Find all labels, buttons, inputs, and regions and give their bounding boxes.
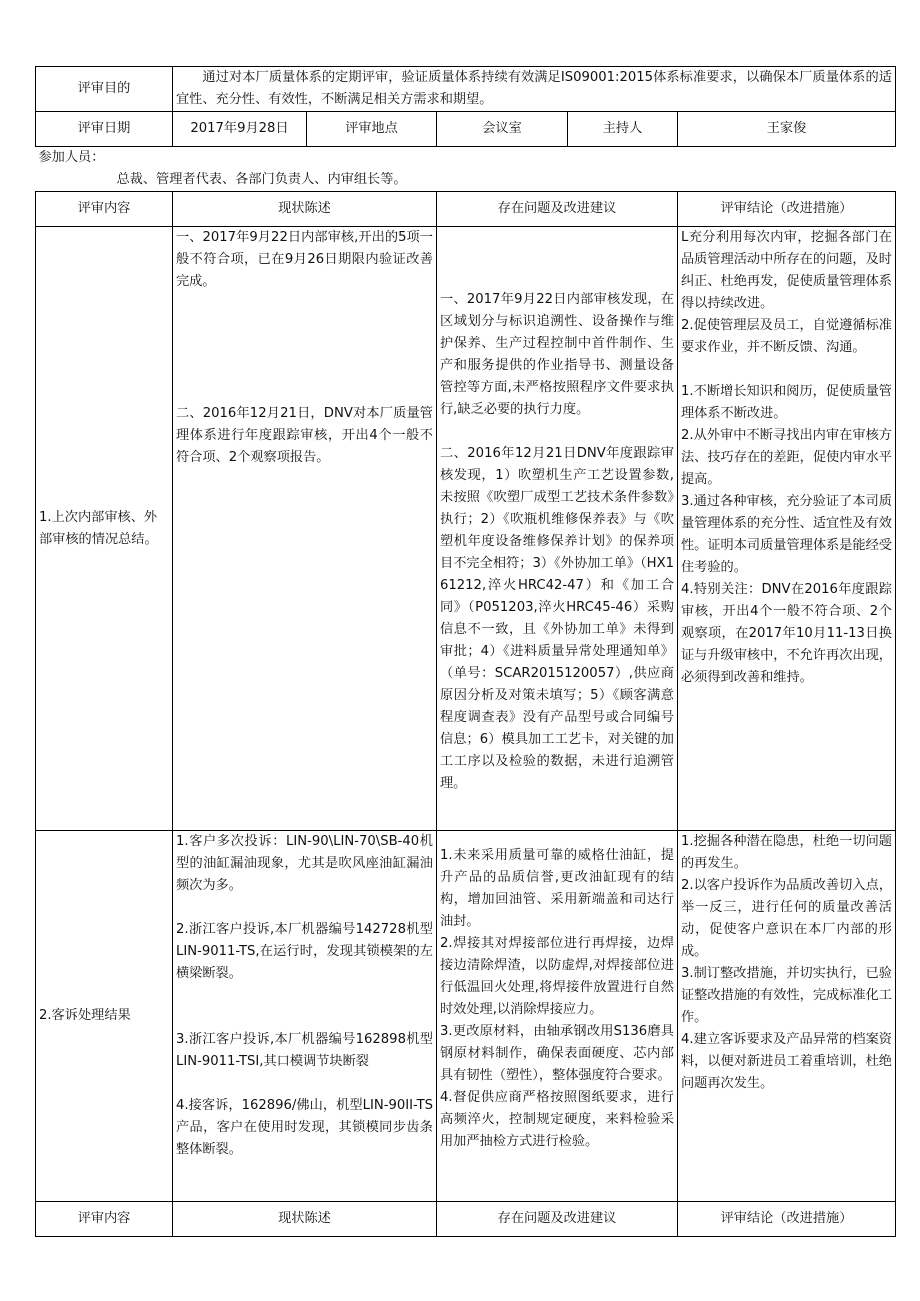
status-paragraph: 1.客户多次投诉：LIN-90\LIN-70\SB-40机型的油缸漏油现象，尤其是吹风座油缸漏油频次为多。 — [176, 834, 433, 893]
conclusion-item: 1.不断增长知识和阅历，促使质量管理体系不断改进。 — [681, 384, 892, 421]
conclusion-item: 3.通过各种审核，充分验证了本司质量管理体系的充分性、适宜性及有效性。证明本司质量管理体系是能经受住考验的。 — [681, 494, 892, 575]
review-table — [35, 66, 896, 1237]
host-value: 王家俊 — [678, 112, 896, 147]
conclusion-item: 2.促使管理层及员工，自觉遵循标准要求作业，并不断反馈、沟通。 — [681, 318, 892, 355]
conclusion-item: 4.建立客诉要求及产品异常的档案资料，以便对新进员工着重培训，杜绝问题再次发生。 — [681, 1032, 892, 1091]
conclusion-item: 2.以客户投诉作为品质改善切入点，举一反三，进行任何的质量改善活动，促使客户意识在本厂内部的形成。 — [681, 878, 892, 959]
row-1-status — [173, 227, 437, 831]
status-paragraph: 一、2017年9月22日内部审核,开出的5项一般不符合项，已在9月26日期限内验证改善完成。 — [176, 230, 433, 289]
participants-cell — [36, 147, 896, 192]
row-2-issues — [437, 831, 678, 1202]
date-label: 评审日期 — [36, 112, 173, 147]
issue-paragraph: 2.焊接其对焊接部位进行再焊接，边焊接边清除焊渣，以防虚焊,对焊接部位进行低温回火处理,将焊接件放置进行自然时效处理,以消除焊接应力。 — [440, 936, 674, 1017]
host-label: 主持人 — [568, 112, 678, 147]
date-value: 2017年9月28日 — [173, 112, 307, 147]
row-1-issues — [437, 227, 678, 831]
issue-paragraph: 1.未来采用质量可靠的威格仕油缸，提升产品的品质信誉,更改油缸现有的结构，增加回油管、采用新端盖和司达行油封。 — [440, 848, 674, 929]
row-2-status — [173, 831, 437, 1202]
status-paragraph: 4.接客诉，162896/佛山，机型LIN-90II-TS产品，客户在使用时发现，其锁模同步齿条整体断裂。 — [176, 1098, 433, 1157]
conclusion-item: L充分利用每次内审，挖掘各部门在品质管理活动中所存在的问题，及时纠正、杜绝再发，促使质量管理体系得以持续改进。 — [681, 230, 892, 311]
col-header-issues: 存在问题及改进建议 — [437, 192, 678, 227]
col-header-conclusion: 评审结论（改进措施） — [678, 192, 896, 227]
col-header-conclusion: 评审结论（改进措施） — [678, 1202, 896, 1237]
col-header-issues: 存在问题及改进建议 — [437, 1202, 678, 1237]
location-label: 评审地点 — [307, 112, 437, 147]
participants-row — [36, 147, 896, 192]
col-header-status: 现状陈述 — [173, 192, 437, 227]
review-form — [35, 66, 895, 1237]
conclusion-item: 2.从外审中不断寻找出内审在审核方法、技巧存在的差距，促使内审水平提高。 — [681, 428, 892, 487]
issue-paragraph: 一、2017年9月22日内部审核发现，在区域划分与标识追溯性、设备操作与维护保养、生产过程控制中首件制作、生产和服务提供的作业指导书、测量设备管控等方面,未严格按照程序文件要求执行,缺乏必要的执行力度。 — [440, 292, 674, 417]
column-header-row-repeat — [36, 1202, 896, 1237]
table-row — [36, 831, 896, 1202]
status-paragraph: 3.浙江客户投诉,本厂机器编号162898机型LIN-9011-TSI,其口模调节块断裂 — [176, 1032, 433, 1069]
status-paragraph: 二、2016年12月21日，DNV对本厂质量管理体系进行年度跟踪审核，开出4个一般不符合项、2个观察项报告。 — [176, 406, 433, 465]
status-paragraph: 2.浙江客户投诉,本厂机器编号142728机型LIN-9011-TS,在运行时，发现其锁模架的左横梁断裂。 — [176, 922, 433, 981]
location-value: 会议室 — [437, 112, 568, 147]
conclusion-item: 3.制订整改措施，并切实执行，已验证整改措施的有效性，完成标准化工作。 — [681, 966, 892, 1025]
purpose-text: 通过对本厂质量体系的定期评审，验证质量体系持续有效满足IS09001:2015体系标准要求，以确保本厂质量体系的适宜性、充分性、有效性，不断满足相关方需求和期望。 — [173, 67, 896, 112]
purpose-row — [36, 67, 896, 112]
row-2-conclusions — [678, 831, 896, 1202]
row-2-content: 2.客诉处理结果 — [36, 831, 173, 1202]
issue-paragraph: 二、2016年12月21日DNV年度跟踪审核发现，1）吹塑机生产工艺设置参数,未按照《吹塑厂成型工艺技术条件参数》执行；2）《吹瓶机维修保养表》与《吹塑机年度设备维修保养计划》的保养项目不完全相符；3）《外协加工单》（HX161212,淬火HRC42-47）和《加工合同》（P051203,淬火HRC45-46）采购信息不一致，且《外协加工单》未得到审批；4）《进料质量异常处理通知单》（单号：SCAR2015120057）,供应商原因分析及对策未填写；5）《顾客满意程度调查表》没有产品型号或合同编号信息；6）模具加工工艺卡，对关键的加工工序以及检验的数据，未进行追溯管理。 — [440, 446, 674, 791]
meta-row — [36, 112, 896, 147]
col-header-content: 评审内容 — [36, 1202, 173, 1237]
issue-paragraph: 3.更改原材料，由轴承钢改用S136磨具钢原材料制作，确保表面硬度、芯内部具有韧性（塑性），整体强度符合要求。 — [440, 1024, 674, 1083]
participants-value: 总裁、管理者代表、各部门负责人、内审组长等。 — [116, 172, 407, 187]
row-1-content: 1.上次内部审核、外部审核的情况总结。 — [36, 227, 173, 831]
conclusion-item: 1.挖掘各种潜在隐患，杜绝一切问题的再发生。 — [681, 834, 892, 871]
col-header-status: 现状陈述 — [173, 1202, 437, 1237]
column-header-row — [36, 192, 896, 227]
participants-label: 参加人员： — [38, 150, 105, 165]
col-header-content: 评审内容 — [36, 192, 173, 227]
table-row — [36, 227, 896, 831]
conclusion-item: 4.特别关注：DNV在2016年度跟踪审核，开出4个一般不符合项、2个观察项，在2017年10月11-13日换证与升级审核中，不允许再次出现，必须得到改善和维持。 — [681, 582, 892, 685]
purpose-label: 评审目的 — [36, 67, 173, 112]
issue-paragraph: 4.督促供应商严格按照图纸要求，进行高频淬火，控制规定硬度，来料检验采用加严抽检方式进行检验。 — [440, 1090, 674, 1149]
row-1-conclusions — [678, 227, 896, 831]
